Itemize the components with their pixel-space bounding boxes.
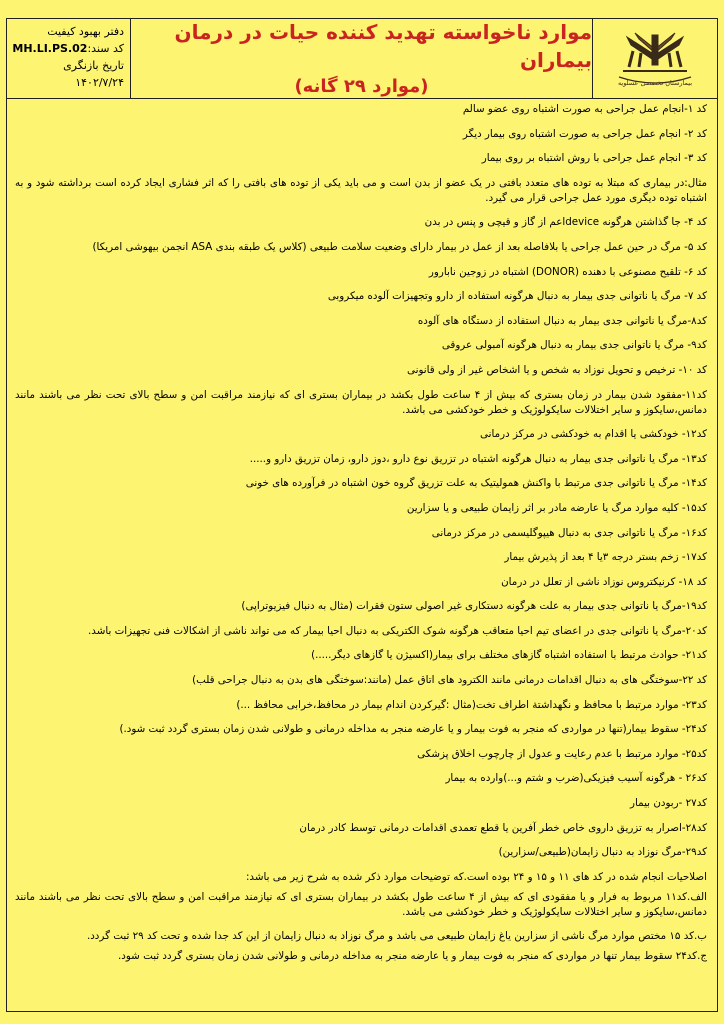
- list-item: کد ۲۲-سوختگی های به دنبال اقدامات درمانی مانند الکترود های اتاق عمل (مانند:سوختگی های بدن به دنبال جراحی قلب): [192, 674, 707, 687]
- document-frame: [6, 18, 718, 1012]
- list-item: کد۱۹-مرگ یا ناتوانی جدی بیمار به علت هرگونه دستکاری غیر اصولی ستون فقرات (مثال به دنبال فیزیوتراپی): [241, 600, 707, 613]
- list-item: کد۸-مرگ یا ناتوانی جدی بیمار به دنبال استفاده از دستگاه های آلوده: [417, 314, 707, 327]
- list-item: کد ۷- مرگ یا ناتوانی جدی بیمار به دنبال هرگونه استفاده از دارو وتجهیزات آلوده میکروبی: [327, 290, 707, 303]
- hospital-logo: [593, 19, 717, 98]
- list-item: کد۲۷ -ربودن بیمار: [630, 797, 707, 810]
- list-item: کد۱۷- زخم بستر درجه ۳یا ۴ بعد از پذیرش بیمار: [504, 551, 707, 564]
- list-item: کد ۱۰- ترخیص و تحویل نوزاد به شخص و یا اشخاص غیر از ولی قانونی: [407, 363, 707, 376]
- list-item: کد۲۵- موارد مرتبط با عدم رعایت و عدول از چارچوب اخلاق پزشکی: [417, 747, 707, 760]
- list-item: کد۲۸-اصرار به تزریق داروی خاص خطر آفرین یا قطع تعمدی اقدامات درمانی توسط کادر درمان: [299, 821, 707, 834]
- list-item: کد۱۱-مفقود شدن بیمار در زمان بستری که بیش از ۴ ساعت طول بکشد در بیماران بستری ای که نیازمند مراقبت امن و سطح بالای تحت نظر می باشند مانند دمانس،سایکوز و سایر اختلالات سایکولوژیک و خطر خودکشی می باشد.: [15, 388, 707, 416]
- list-item: کد ۳- انجام عمل جراحی با روش اشتباه بر روی بیمار: [481, 152, 707, 165]
- review-date: تاریخ بازنگری ۱۴۰۲/۷/۲۴: [63, 59, 124, 89]
- list-item: کد۲۰-مرگ یا ناتوانی جدی در اعضای تیم احیا متعاقب هرگونه شوک الکتریکی به دنبال احیا بیمار که می تواند ناشی از اشکالات فنی تجهیزات باشد.: [88, 624, 707, 637]
- list-item: کد۱۵- کلیه موارد مرگ یا عارضه مادر بر اثر زایمان طبیعی و یا سزارین: [406, 501, 707, 514]
- note-item: الف.کد۱۱ مربوط به فرار و یا مفقودی ای که بیش از ۴ ساعت طول بکشد در بیماران بستری ای که نیازمند مراقبت امن و سطح بالای تحت نظر می باشند مانند دمانس،سایکوز و سایر اختلالات سایکولوژیک و خطر خودکشی می باشد.: [15, 890, 707, 918]
- list-item: کد۱۳- مرگ یا ناتوانی جدی بیمار به دنبال هرگونه اشتباه در تزریق نوع دارو ،دوز دارو، زمان تزریق دارو و.....: [249, 452, 707, 465]
- list-item: مثال:در بیماری که مبتلا به توده های متعدد بافتی در یک عضو از بدن است و می باید یکی از توده های بافتی را که اثر فشاری ایجاد کرده است برداشته شود و به اشتباه توده دیگری مورد عمل جراحی قرار می گیرد.: [15, 176, 707, 204]
- document-body: [7, 98, 717, 1011]
- list-item: کد۱۴- مرگ یا ناتوانی جدی مرتبط با واکنش همولیتیک به علت تزریق گروه خون اشتباه در فرآورده های خونی: [245, 477, 707, 490]
- list-item: کد۱۲- خودکشی یا اقدام به خودکشی در مرکز درمانی: [480, 428, 707, 441]
- list-item: کد۹- مرگ یا ناتوانی جدی بیمار به دنبال هرگونه آمبولی عروقی: [441, 339, 707, 352]
- list-item: کد۲۳- موارد مرتبط با محافظ و نگهداشتة اطراف تخت(مثال :گیرکردن اندام بیمار در محافظ،خرابی محافظ ...): [236, 698, 707, 711]
- hospital-emblem-icon: [605, 27, 705, 91]
- list-item: کد۲۶ - هرگونه آسیب فیزیکی(ضرب و شتم و...)وارده به بیمار: [445, 772, 707, 785]
- note-item: ب.کد ۱۵ مختص موارد مرگ ناشی از سزارین یاغ زایمان طبیعی می باشد و مرگ نوزاد به دنبال زایمان از این کد جدا شده و تحت کد ۲۹ ثبت گردد.: [86, 930, 707, 943]
- list-item: کد۲۹-مرگ نوزاد به دنبال زایمان(طبیعی/سزارین): [498, 846, 707, 859]
- list-item: کد ۶- تلقیح مصنوعی با دهنده (DONOR) اشتباه در زوجین نابارور: [428, 265, 707, 278]
- document-info-box: [7, 19, 131, 98]
- doc-code-row: [11, 40, 124, 57]
- list-item: کد ۵- مرگ در حین عمل جراحی یا بلافاصله بعد از عمل در بیمار دارای وضعیت سلامت طبیعی (کلاس یک طبقه بندی ASA انجمن بیهوشی امریکا): [92, 240, 707, 253]
- doc-code: MH.LI.PS.02: [12, 42, 88, 55]
- list-item: کد ۲- انجام عمل جراحی به صورت اشتباه روی بیمار دیگر: [462, 127, 707, 140]
- logo-caption: بیمارستان تخصصی عسلویه: [617, 78, 693, 87]
- office-name: دفتر بهبود کیفیت: [47, 25, 124, 38]
- notes-intro: اصلاحیات انجام شده در کد های ۱۱ و ۱۵ و ۲۴ بوده است.که توضیحات موارد ذکر شده به شرح زیر می باشد:: [245, 870, 707, 883]
- note-item: ج.کد۲۴ سقوط بیمار تنها در مواردی که منجر به فوت بیمار و یا عارضه منجر به مداخله درمانی و طولانی شدن زمان بستری گردد ثبت شود.: [118, 950, 707, 963]
- page-title: موارد ناخواسته تهدید کننده حیات در درمان بیماران: [174, 19, 592, 72]
- list-item: کد ۱۸- کرنیکتروس نوزاد ناشی از تعلل در درمان: [501, 575, 707, 588]
- list-item: کد ۴- جا گذاشتن هرگونه deviceاعم از گاز و قیچی و پنس در بدن: [424, 216, 707, 229]
- title-box: [131, 19, 593, 98]
- list-item: کد۲۴- سقوط بیمار(تنها در مواردی که منجر به فوت بیمار و یا عارضه منجر به مداخله درمانی و طولانی شدن زمان بستری گردد ثبت شود.): [119, 723, 707, 736]
- page-subtitle: (موارد ۲۹ گانه): [294, 75, 429, 97]
- list-item: کد ۱-انجام عمل جراحی به صورت اشتباه روی عضو سالم: [462, 103, 707, 115]
- list-item: کد۲۱- حوادث مرتبط با استفاده اشتباه گازهای مختلف برای بیمار(اکسیژن یا گازهای دیگر.....): [311, 649, 707, 662]
- doc-code-label: کد سند:: [87, 42, 124, 55]
- document-header: [7, 19, 717, 99]
- list-item: کد۱۶- مرگ یا ناتوانی جدی به دنبال هیپوگلیسمی در مرکز درمانی: [431, 526, 707, 539]
